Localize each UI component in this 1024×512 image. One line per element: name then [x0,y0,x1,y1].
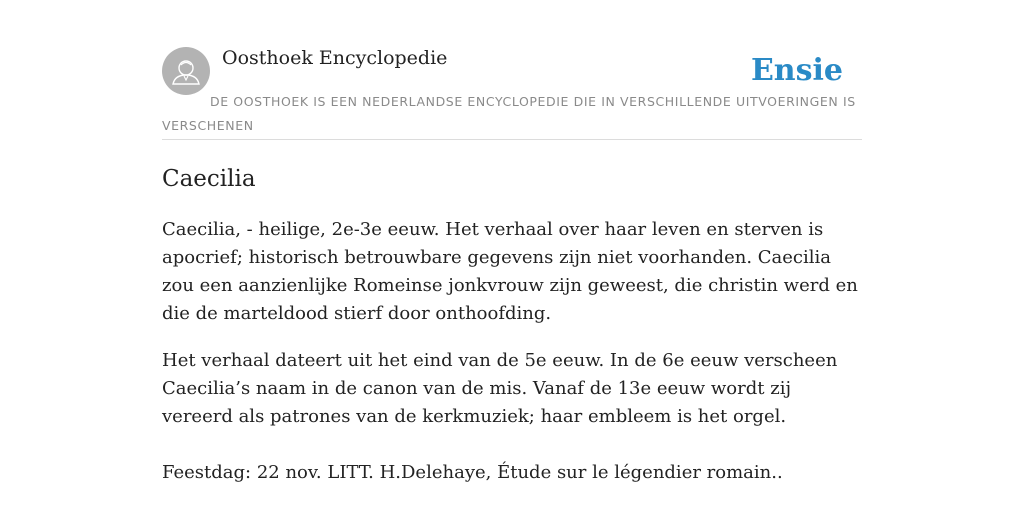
article-footnote: Feestdag: 22 nov. LITT. H.Delehaye, Étude sur le légendier romain.. [162,462,783,483]
article-paragraph: Caecilia, - heilige, 2e-3e eeuw. Het verhaal over haar leven en sterven is apocrief; historisch betrouwbare gegevens zijn niet voorhanden. Caecilia zou een aanzienlijke Romeinse jonkvrouw zijn geweest, die christin werd en die de marteldood stierf door onthoofding. [162,219,858,324]
page-header [162,46,862,140]
article-title: Caecilia [162,166,256,192]
author-name[interactable]: Oosthoek Encyclopedie [222,47,448,69]
article-body [162,216,862,506]
author-avatar[interactable] [162,47,210,95]
ensie-logo[interactable]: Ensie [750,53,843,88]
user-icon [162,47,210,95]
article-paragraph: Het verhaal dateert uit het eind van de 5e eeuw. In de 6e eeuw verscheen Caecilia’s naam in de canon van de mis. Vanaf de 13e eeuw wordt zij vereerd als patrones van de kerkmuziek; haar embleem is het orgel. [162,350,838,427]
author-description: DE OOSTHOEK IS EEN NEDERLANDSE ENCYCLOPEDIE DIE IN VERSCHILLENDE UITVOERINGEN IS VERSCHENEN [162,94,856,133]
